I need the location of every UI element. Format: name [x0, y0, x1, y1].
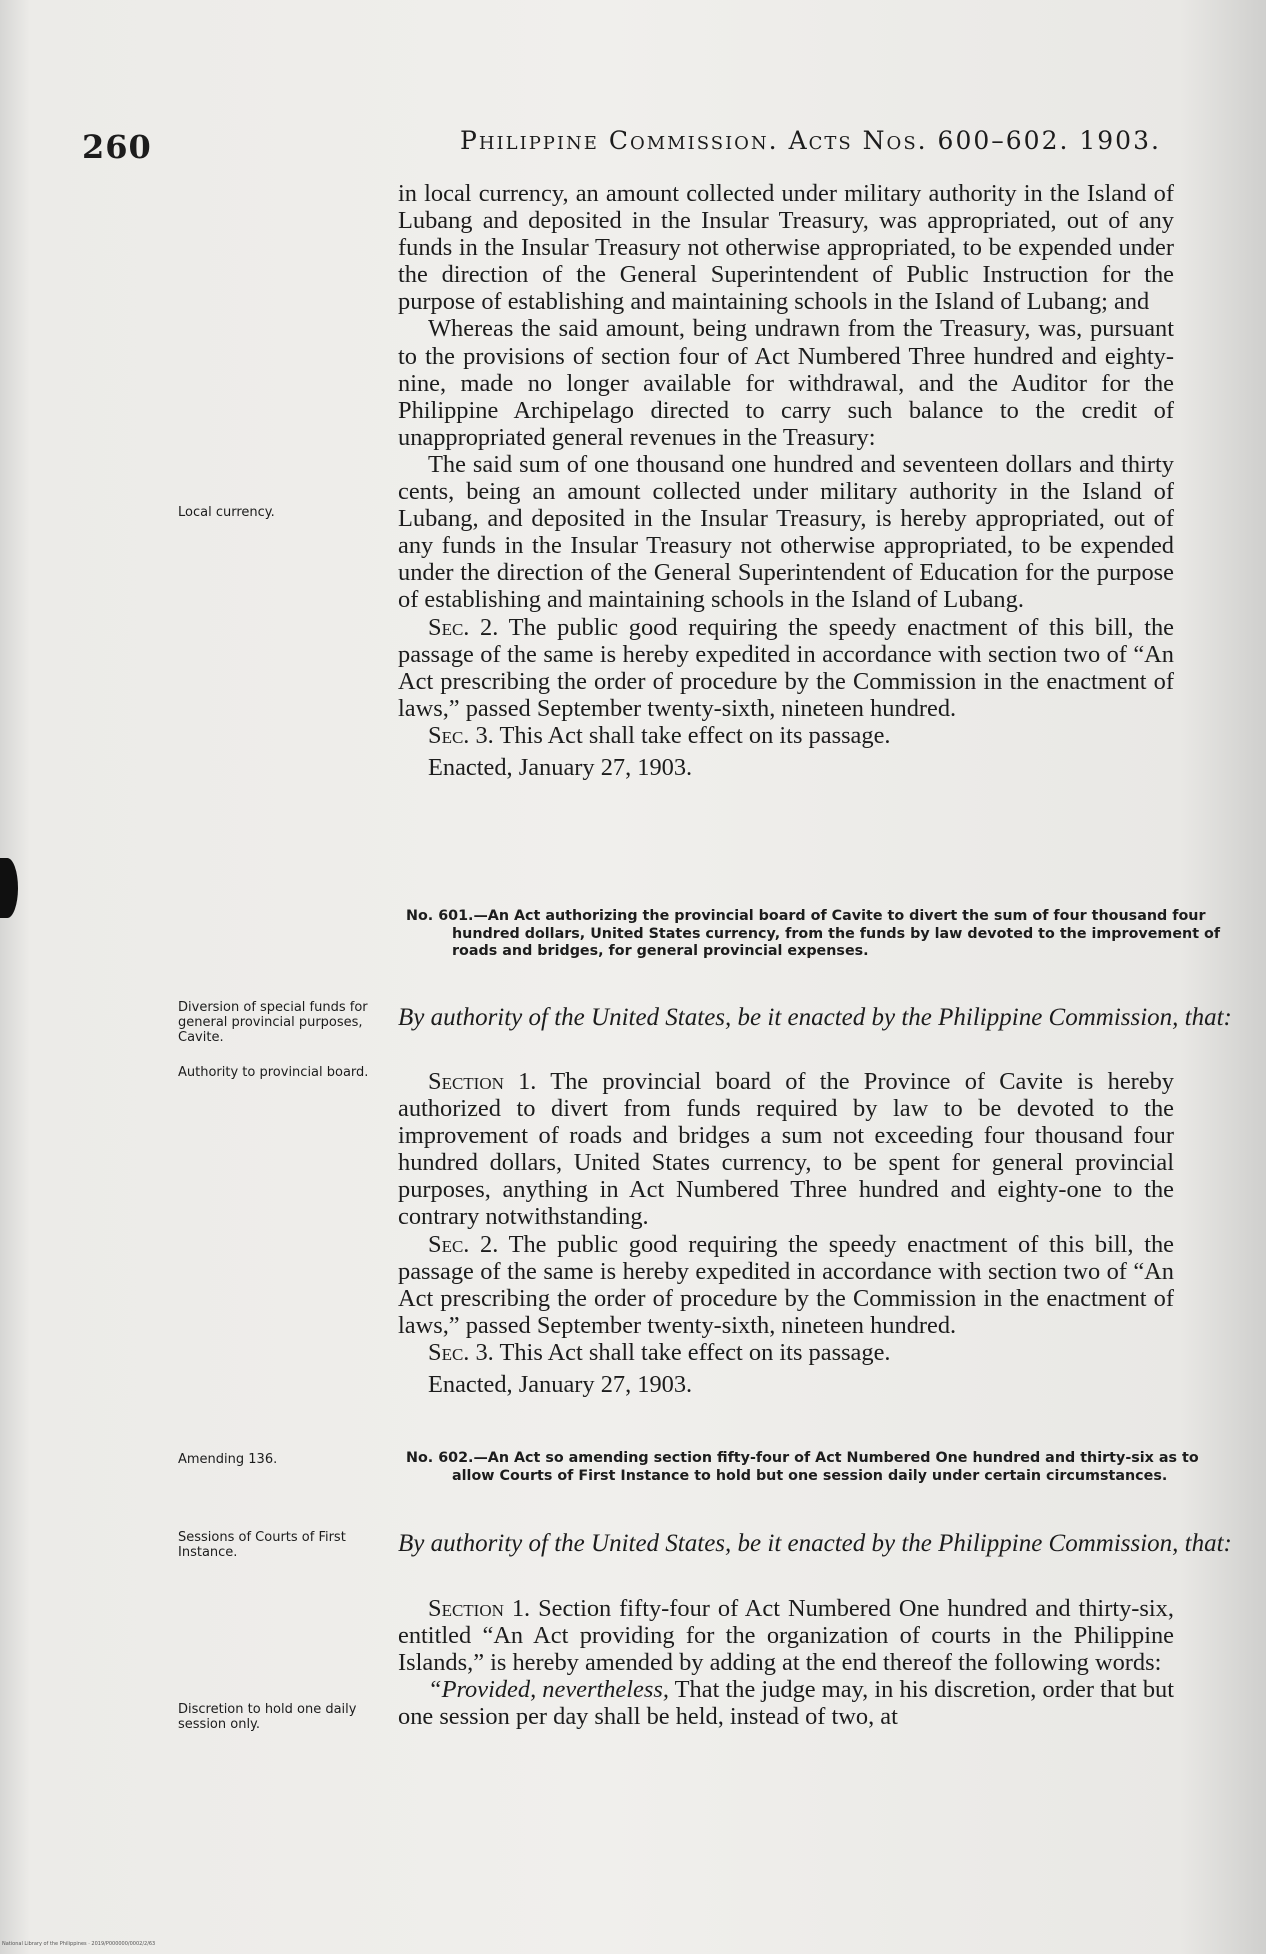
paragraph: The said sum of one thousand one hundred and seventeen dollars and thirty cents, being an amount collected under military authority in the Island of Lubang, and deposited in the Insular Treasury, is hereby appropriated, out of any funds in the Insular Treasury not otherwise appropriated, to be expended under the direction of the General Superintendent of Education for the purpose of establishing and maintaining schools in the Island of Lubang. [398, 450, 1174, 614]
section-2 [398, 614, 1174, 722]
proviso [398, 1676, 1174, 1730]
enacted-date: Enacted, January 27, 1903. [428, 753, 693, 781]
scan-source-line: National Library of the Philippines · 2019/P000000/0002/2/63 [2, 1941, 156, 1947]
act-602-enacting-clause: By authority of the United States, be it enacted by the Philippine Commission, that: [398, 1530, 1232, 1557]
margin-note-sessions: Sessions of Courts of First Instance. [178, 1530, 346, 1560]
section-label: Sec. 3. [428, 1338, 494, 1366]
section-1 [398, 1068, 1174, 1231]
section-label: Sec. 2. [428, 1230, 499, 1258]
paragraph: Whereas the said amount, being undrawn from the Treasury, was, pursuant to the provisions of section four of Act Numbered Three hundred and eighty-nine, made no longer available for withdrawal, and the Auditor for the Philippine Archipelago directed to carry such balance to the credit of unappropriated general revenues in the Treasury: [398, 315, 1174, 451]
margin-note-authority: Authority to provincial board. [178, 1065, 369, 1080]
running-head: Philippine Commission. Acts Nos. 600–602. 1903. [460, 126, 1161, 155]
section-text: Section fifty-four of Act Numbered One hundred and thirty-six, entitled “An Act providing for the organization of courts in the Philippine Islands,” is hereby amended by adding at the end thereof the following words: [398, 1595, 1174, 1677]
section-text: This Act shall take effect on its passage. [499, 721, 891, 749]
section-label: Section 1. [428, 1068, 537, 1095]
act-601-heading: No. 601.—An Act authorizing the provincial board of Cavite to divert the sum of four thousand four hundred dollars, United States currency, from the funds by law devoted to the improvement of roads and bridges, for general provincial expenses. [406, 908, 1221, 959]
section-3 [398, 722, 1174, 749]
section-text: The public good requiring the speedy enactment of this bill, the passage of the same is hereby expedited in accordance with section two of “An Act prescribing the order of procedure by the Commission in the enactment of laws,” passed September twenty-sixth, nineteen hundred. [398, 613, 1174, 722]
act-600-continuation [398, 180, 1174, 781]
margin-note-diversion: Diversion of special funds for general provincial purposes, Cavite. [178, 1000, 368, 1045]
section-text: This Act shall take effect on its passage. [499, 1338, 891, 1366]
act-602-heading: No. 602.—An Act so amending section fifty-four of Act Numbered One hundred and thirty-six as to allow Courts of First Instance to hold but one session daily under certain circumstances. [406, 1450, 1199, 1484]
page-number: 260 [82, 128, 152, 166]
section-1 [398, 1595, 1174, 1676]
binding-shadow [0, 858, 18, 918]
enacted-date: Enacted, January 27, 1903. [428, 1371, 693, 1399]
section-text: The public good requiring the speedy enactment of this bill, the passage of the same is hereby expedited in accordance with section two of “An Act prescribing the order of procedure by the Commission in the enactment of laws,” passed September twenty-sixth, nineteen hundred. [398, 1230, 1174, 1339]
margin-note-amending: Amending 136. [178, 1452, 278, 1467]
proviso-text: That the judge may, in his discretion, order that but one session per day shall be held, instead of two, at [398, 1676, 1174, 1731]
act-601-body [398, 1068, 1174, 1398]
section-3 [398, 1339, 1174, 1366]
section-label: Section 1. [428, 1595, 531, 1622]
proviso-italic: “Provided, nevertheless, [428, 1676, 669, 1704]
section-label: Sec. 3. [428, 721, 494, 749]
section-text: The provincial board of the Province of Cavite is hereby authorized to divert from funds required by law to be devoted to the improvement of roads and bridges a sum not exceeding four thousand four hundred dollars, United States currency, to be spent for general provincial purposes, anything in Act Numbered Three hundred and eighty-one to the contrary notwithstanding. [398, 1068, 1174, 1231]
act-602-body [398, 1595, 1174, 1730]
margin-note-discretion: Discretion to hold one daily session only. [178, 1702, 357, 1732]
section-2 [398, 1231, 1174, 1339]
section-label: Sec. 2. [428, 613, 499, 641]
margin-note-local-currency: Local currency. [178, 505, 275, 520]
paragraph: in local currency, an amount collected under military authority in the Island of Lubang and deposited in the Insular Treasury, was appropriated, out of any funds in the Insular Treasury not otherwise appropriated, to be expended under the direction of the General Superintendent of Public Instruction for the purpose of establishing and maintaining schools in the Island of Lubang; and [398, 180, 1174, 316]
act-601-enacting-clause: By authority of the United States, be it enacted by the Philippine Commission, that: [398, 1004, 1232, 1031]
